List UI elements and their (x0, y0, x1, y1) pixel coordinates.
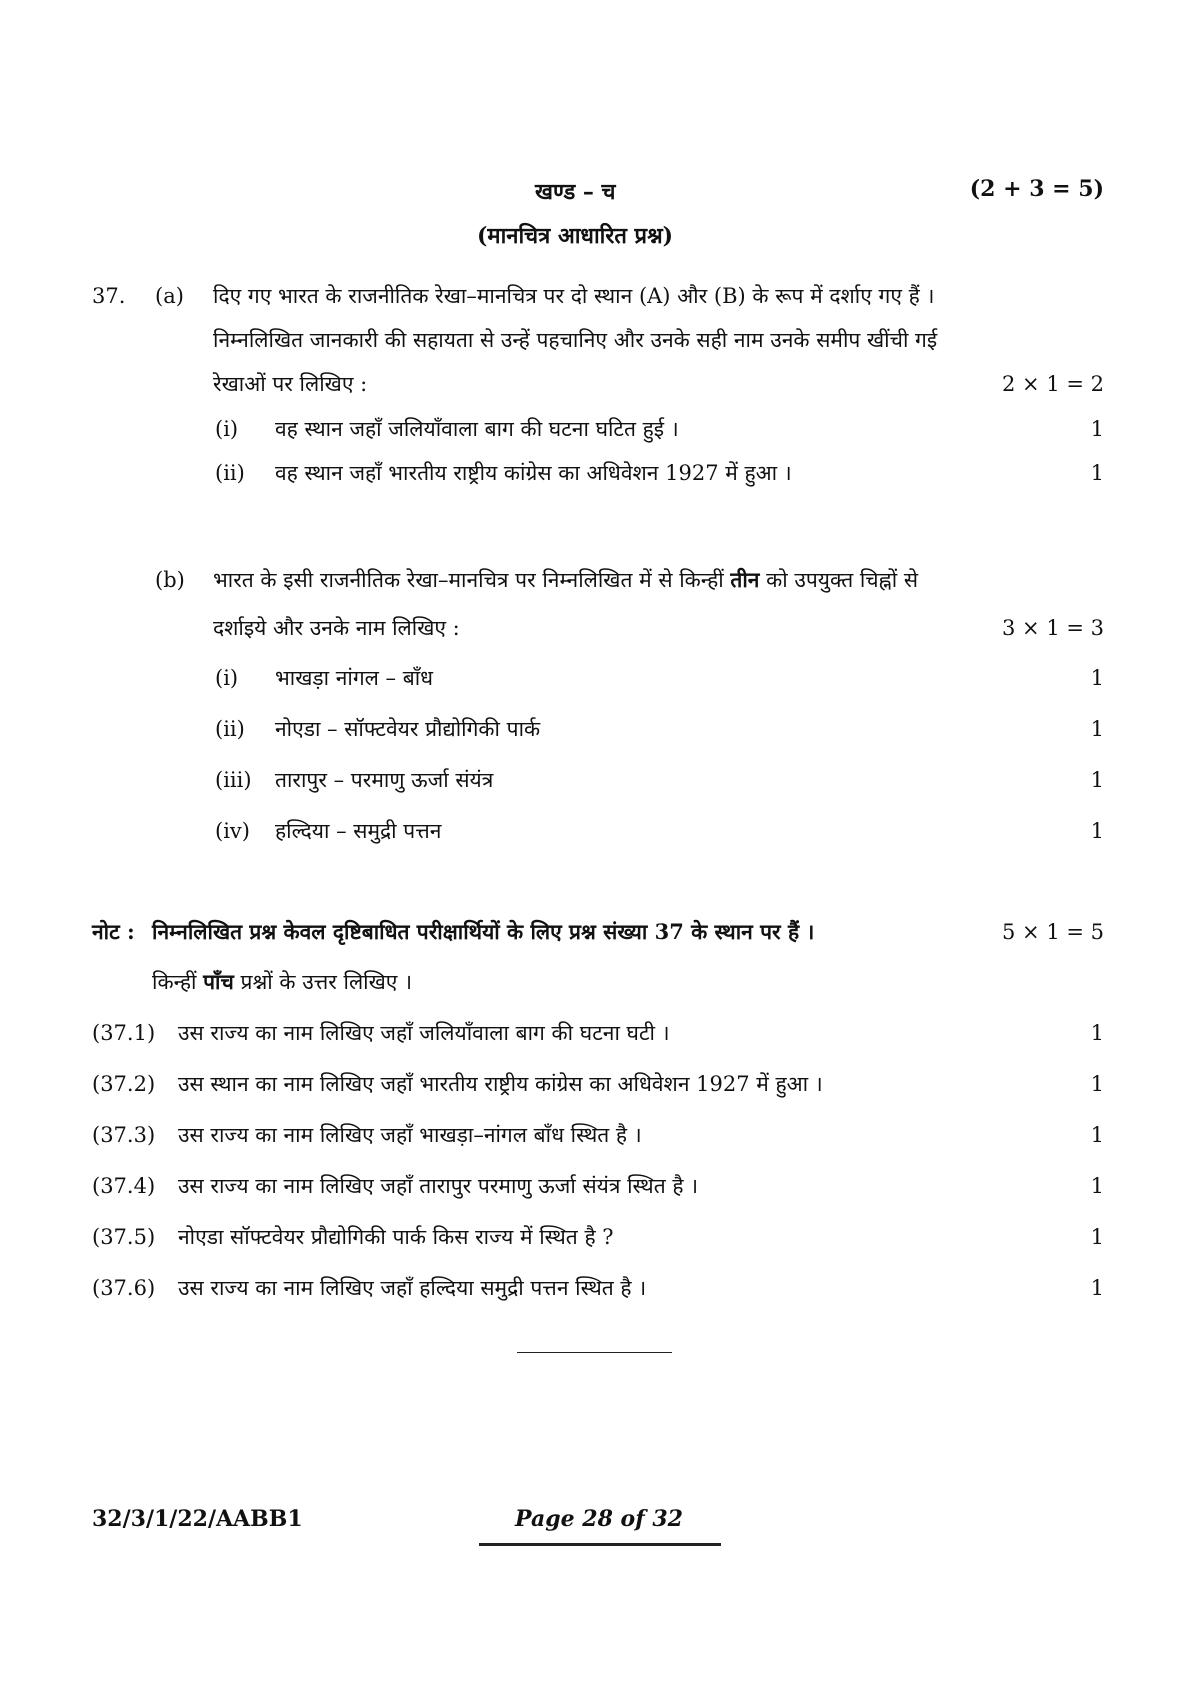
item-marks: 1 (1090, 666, 1104, 690)
vi-question-text: उस राज्य का नाम लिखिए जहाँ तारापुर परमाणु ऊर्जा संयंत्र स्थित है । (178, 1174, 699, 1198)
item-marks: 1 (1090, 417, 1104, 441)
instruction-text: किन्हीं (152, 970, 204, 994)
item-label: (ii) (215, 461, 245, 485)
vi-question-marks: 1 (1090, 1276, 1104, 1300)
item-label: (i) (215, 417, 239, 441)
paper-code: 32/3/1/22/AABB1 (92, 1506, 303, 1532)
note-text: निम्नलिखित प्रश्न केवल दृष्टिबाधित परीक्षार्थियों के लिए प्रश्न संख्या 37 के स्थान पर हैं । (152, 919, 815, 944)
vi-question-text: उस राज्य का नाम लिखिए जहाँ हल्दिया समुद्री पत्तन स्थित है । (178, 1276, 647, 1300)
part-a-line-2: निम्नलिखित जानकारी की सहायता से उन्हें पहचानिए और उनके सही नाम उनके समीप खींची गई (213, 328, 938, 352)
item-text: तारापुर – परमाणु ऊर्जा संयंत्र (275, 768, 494, 792)
part-b-text: भारत के इसी राजनीतिक रेखा–मानचित्र पर निम्नलिखित में से किन्हीं (213, 568, 731, 592)
part-b-marks: 3 × 1 = 3 (1002, 616, 1104, 640)
part-a-label: (a) (155, 284, 184, 308)
item-marks: 1 (1090, 768, 1104, 792)
instruction-emphasis: पाँच (203, 969, 234, 994)
item-text: नोएडा – सॉफ्टवेयर प्रौद्योगिकी पार्क (275, 717, 541, 741)
section-subtitle: (मानचित्र आधारित प्रश्न) (477, 223, 674, 249)
item-marks: 1 (1090, 461, 1104, 485)
note-instruction (152, 968, 412, 996)
vi-question-number: (37.3) (92, 1123, 156, 1147)
note-marks: 5 × 1 = 5 (1002, 920, 1104, 944)
vi-question-number: (37.6) (92, 1276, 156, 1300)
vi-question-text: नोएडा सॉफ्टवेयर प्रौद्योगिकी पार्क किस राज्य में स्थित है ? (178, 1225, 614, 1249)
vi-question-marks: 1 (1090, 1123, 1104, 1147)
question-number: 37. (92, 284, 126, 308)
vi-question-number: (37.1) (92, 1021, 156, 1045)
vi-question-number: (37.5) (92, 1225, 156, 1249)
item-text: वह स्थान जहाँ भारतीय राष्ट्रीय कांग्रेस का अधिवेशन 1927 में हुआ । (275, 461, 792, 485)
section-marks: (2 + 3 = 5) (969, 176, 1104, 202)
part-b-line-1 (213, 566, 918, 594)
page-number-underline (479, 1543, 721, 1546)
item-marks: 1 (1090, 819, 1104, 843)
vi-question-marks: 1 (1090, 1174, 1104, 1198)
part-b-label: (b) (155, 568, 185, 592)
item-label: (iii) (215, 768, 252, 792)
vi-question-text: उस राज्य का नाम लिखिए जहाँ भाखड़ा–नांगल बाँध स्थित है । (178, 1123, 642, 1147)
page-number: Page 28 of 32 (515, 1506, 683, 1532)
section-end-divider (517, 1352, 672, 1353)
part-a-line-3: रेखाओं पर लिखिए : (213, 372, 368, 396)
item-label: (iv) (215, 819, 250, 843)
vi-question-number: (37.2) (92, 1072, 156, 1096)
part-b-text: को उपयुक्त चिह्नों से (759, 568, 919, 592)
item-label: (i) (215, 666, 239, 690)
part-a-line-1: दिए गए भारत के राजनीतिक रेखा–मानचित्र पर दो स्थान (A) और (B) के रूप में दर्शाए गए हैं । (213, 284, 935, 308)
part-b-emphasis: तीन (730, 567, 760, 592)
vi-question-marks: 1 (1090, 1021, 1104, 1045)
note-label: नोट : (92, 919, 135, 944)
instruction-text: प्रश्नों के उत्तर लिखिए । (233, 970, 413, 994)
vi-question-text: उस राज्य का नाम लिखिए जहाँ जलियाँवाला बाग की घटना घटी । (178, 1021, 670, 1045)
item-text: वह स्थान जहाँ जलियाँवाला बाग की घटना घटित हुई । (275, 417, 679, 441)
item-marks: 1 (1090, 717, 1104, 741)
vi-question-number: (37.4) (92, 1174, 156, 1198)
vi-question-text: उस स्थान का नाम लिखिए जहाँ भारतीय राष्ट्रीय कांग्रेस का अधिवेशन 1927 में हुआ । (178, 1072, 823, 1096)
item-text: भाखड़ा नांगल – बाँध (275, 666, 434, 690)
item-label: (ii) (215, 717, 245, 741)
vi-question-marks: 1 (1090, 1225, 1104, 1249)
item-text: हल्दिया – समुद्री पत्तन (275, 819, 442, 843)
section-title: खण्ड – च (535, 179, 616, 205)
vi-question-marks: 1 (1090, 1072, 1104, 1096)
part-a-marks: 2 × 1 = 2 (1002, 372, 1104, 396)
part-b-line-2: दर्शाइये और उनके नाम लिखिए : (213, 616, 460, 640)
